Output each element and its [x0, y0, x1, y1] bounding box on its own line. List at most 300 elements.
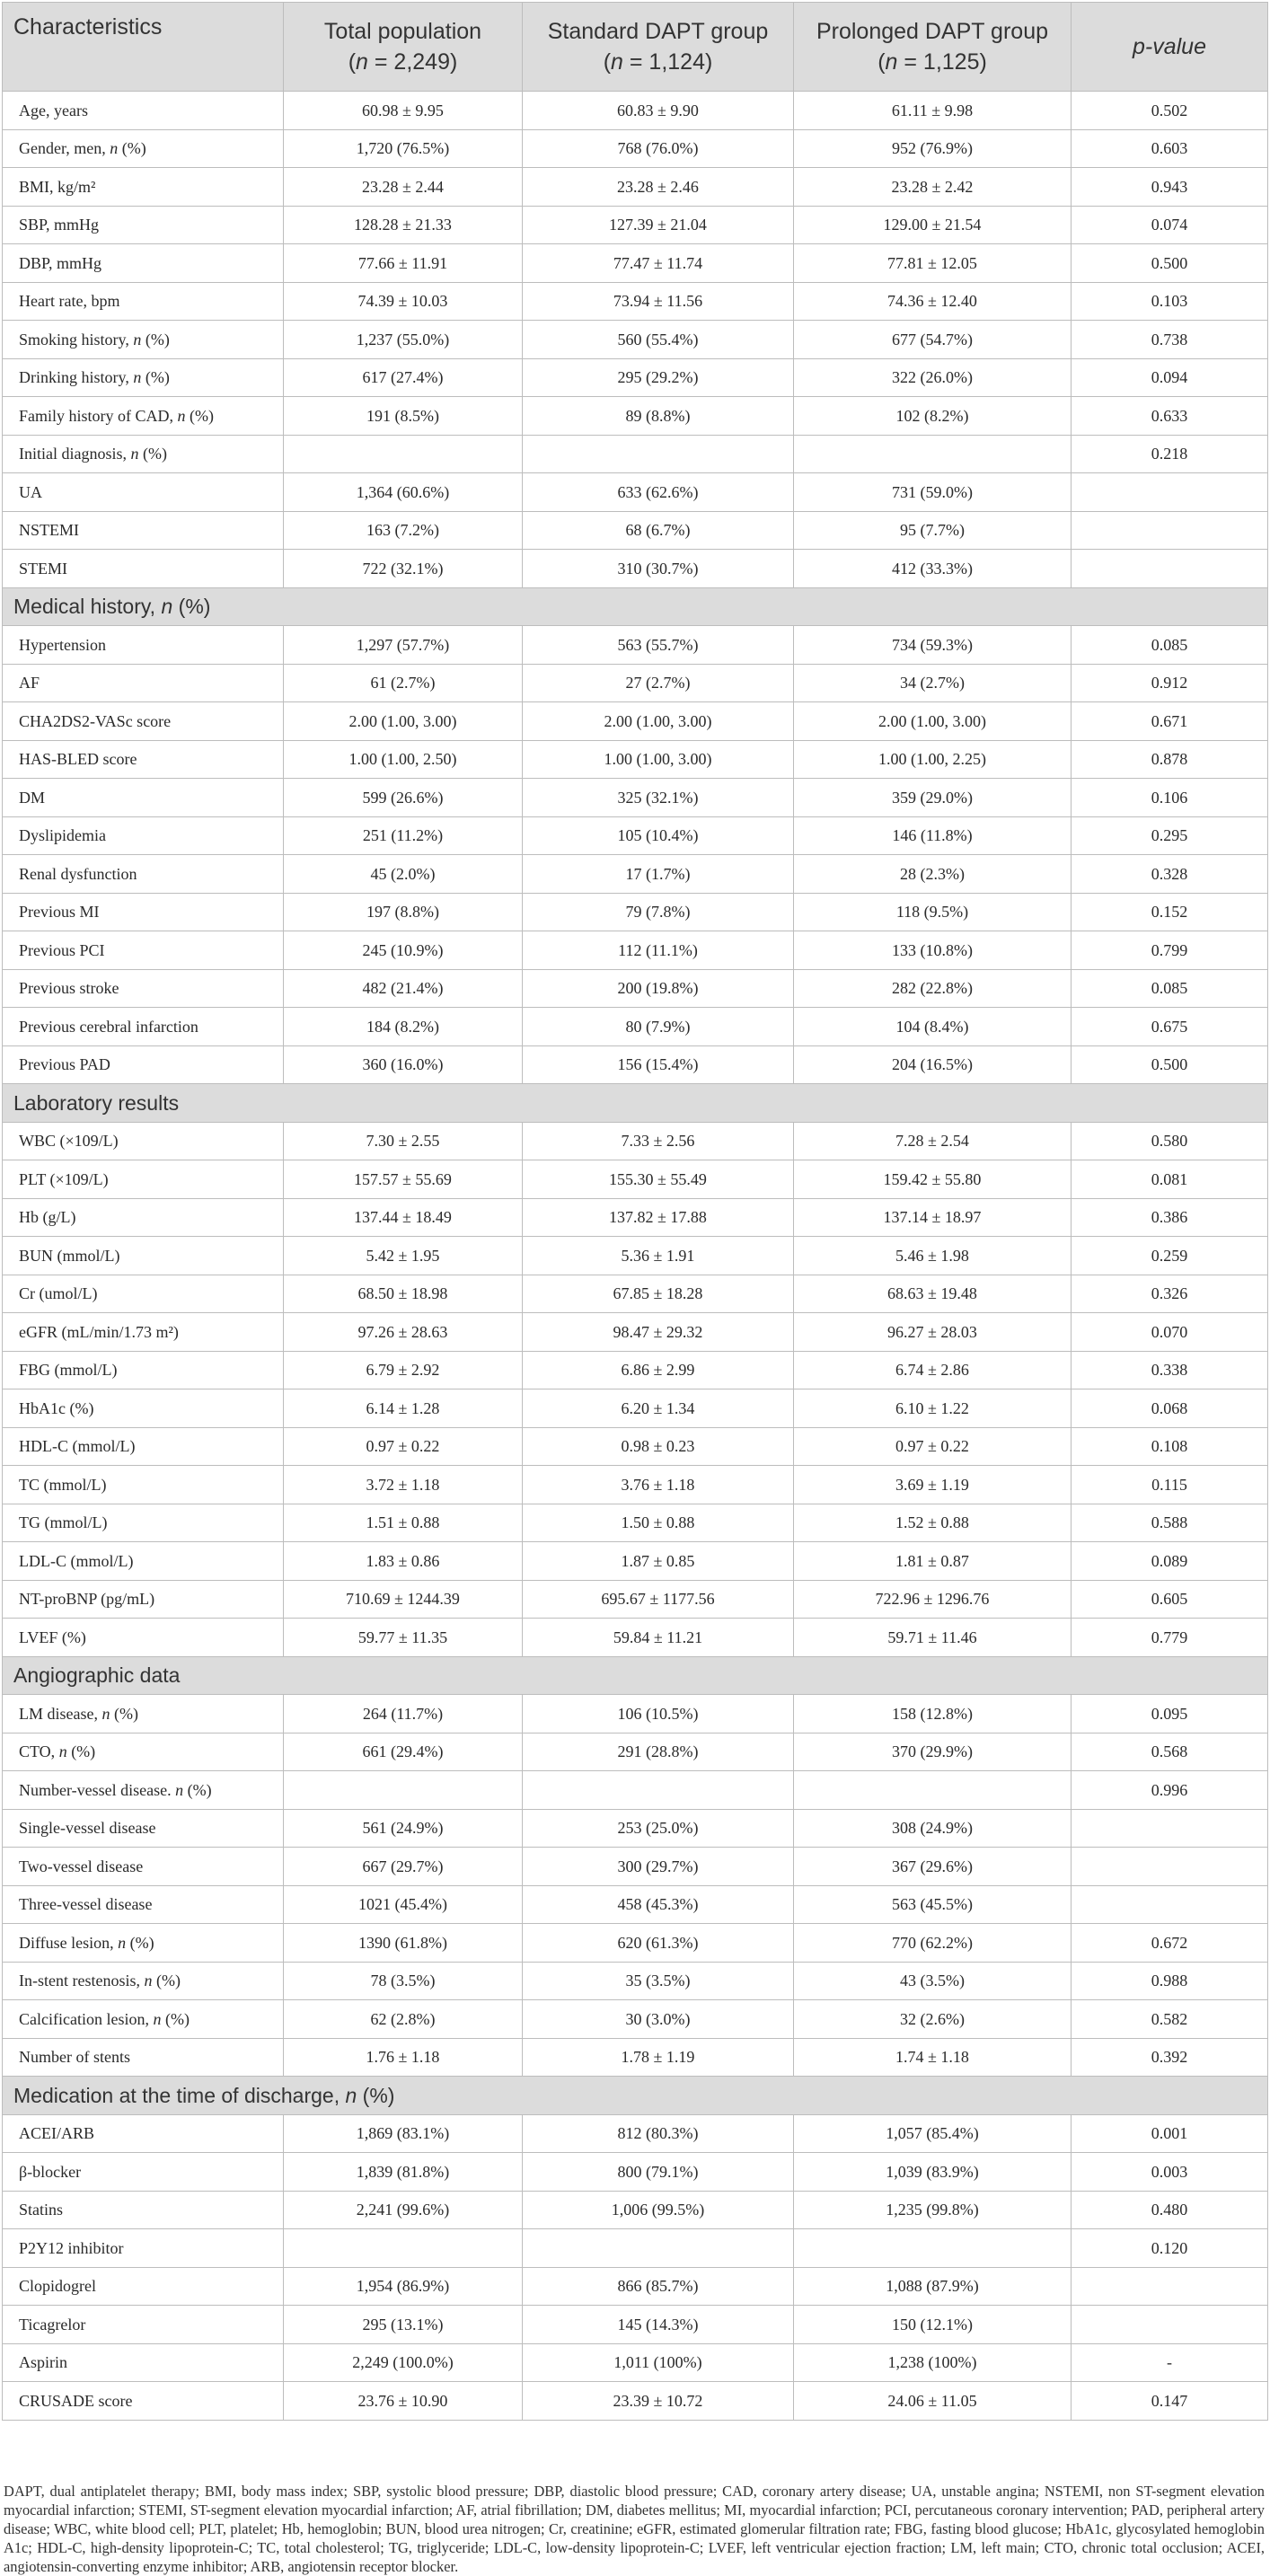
cell-p-value: [1072, 1885, 1268, 1924]
table-row: [3, 321, 1268, 359]
cell-prolonged: 104 (8.4%): [794, 1008, 1072, 1046]
cell-prolonged: 6.74 ± 2.86: [794, 1351, 1072, 1389]
cell-p-value: 0.070: [1072, 1313, 1268, 1352]
table-row: [3, 1924, 1268, 1963]
cell-standard: 291 (28.8%): [523, 1733, 794, 1771]
cell-standard: 35 (3.5%): [523, 1962, 794, 2000]
cell-standard: 295 (29.2%): [523, 358, 794, 397]
cell-prolonged: 722.96 ± 1296.76: [794, 1580, 1072, 1619]
table-row: [3, 626, 1268, 665]
cell-prolonged: 308 (24.9%): [794, 1809, 1072, 1848]
cell-total: 3.72 ± 1.18: [284, 1466, 523, 1504]
cell-prolonged: 23.28 ± 2.42: [794, 168, 1072, 207]
cell-total: 1.51 ± 0.88: [284, 1504, 523, 1542]
section-title: Medication at the time of discharge, n (%): [3, 2077, 1268, 2115]
cell-total: 482 (21.4%): [284, 969, 523, 1008]
cell-standard: 98.47 ± 29.32: [523, 1313, 794, 1352]
cell-prolonged: 102 (8.2%): [794, 397, 1072, 436]
cell-prolonged: 5.46 ± 1.98: [794, 1237, 1072, 1275]
cell-standard: 7.33 ± 2.56: [523, 1122, 794, 1160]
cell-total: 7.30 ± 2.55: [284, 1122, 523, 1160]
cell-p-value: 0.074: [1072, 206, 1268, 244]
cell-p-value: 0.106: [1072, 779, 1268, 817]
row-label: TC (mmol/L): [3, 1466, 284, 1504]
table-row: [3, 92, 1268, 130]
cell-total: 1,954 (86.9%): [284, 2267, 523, 2306]
cell-total: 74.39 ± 10.03: [284, 282, 523, 321]
cell-total: 599 (26.6%): [284, 779, 523, 817]
cell-p-value: 0.605: [1072, 1580, 1268, 1619]
table-row: [3, 1733, 1268, 1771]
cell-p-value: 0.671: [1072, 702, 1268, 741]
cell-standard: 695.67 ± 1177.56: [523, 1580, 794, 1619]
row-label: Heart rate, bpm: [3, 282, 284, 321]
cell-p-value: 0.568: [1072, 1733, 1268, 1771]
header-standard-n: (n = 1,124): [603, 49, 713, 75]
cell-p-value: 0.095: [1072, 1695, 1268, 1734]
cell-total: 2.00 (1.00, 3.00): [284, 702, 523, 741]
cell-total: 77.66 ± 11.91: [284, 244, 523, 283]
row-label: LDL-C (mmol/L): [3, 1542, 284, 1581]
cell-total: 661 (29.4%): [284, 1733, 523, 1771]
row-label: Smoking history, n (%): [3, 321, 284, 359]
row-label: FBG (mmol/L): [3, 1351, 284, 1389]
table-row: [3, 358, 1268, 397]
cell-total: 184 (8.2%): [284, 1008, 523, 1046]
header-characteristics: Characteristics: [3, 3, 284, 92]
cell-prolonged: 1.74 ± 1.18: [794, 2038, 1072, 2077]
cell-standard: 1,006 (99.5%): [523, 2191, 794, 2229]
row-label: WBC (×109/L): [3, 1122, 284, 1160]
table-row: [3, 931, 1268, 970]
cell-total: 1,839 (81.8%): [284, 2153, 523, 2192]
cell-p-value: 0.582: [1072, 2000, 1268, 2039]
cell-prolonged: 129.00 ± 21.54: [794, 206, 1072, 244]
table-row: [3, 2114, 1268, 2153]
cell-total: 1.00 (1.00, 2.50): [284, 740, 523, 779]
cell-prolonged: 7.28 ± 2.54: [794, 1122, 1072, 1160]
cell-total: 60.98 ± 9.95: [284, 92, 523, 130]
cell-prolonged: 2.00 (1.00, 3.00): [794, 702, 1072, 741]
table-row: [3, 550, 1268, 588]
row-label: Previous stroke: [3, 969, 284, 1008]
cell-total: 245 (10.9%): [284, 931, 523, 970]
cell-standard: 200 (19.8%): [523, 969, 794, 1008]
row-label: Previous MI: [3, 893, 284, 931]
row-label: P2Y12 inhibitor: [3, 2229, 284, 2268]
row-label: In-stent restenosis, n (%): [3, 1962, 284, 2000]
cell-total: 128.28 ± 21.33: [284, 206, 523, 244]
row-label: Age, years: [3, 92, 284, 130]
section-header-row: [3, 587, 1268, 626]
table-row: [3, 1160, 1268, 1199]
table-row: [3, 1848, 1268, 1886]
cell-p-value: 0.295: [1072, 816, 1268, 855]
header-prolonged-n: (n = 1,125): [878, 49, 987, 75]
row-label: LVEF (%): [3, 1619, 284, 1657]
cell-standard: 30 (3.0%): [523, 2000, 794, 2039]
row-label: HbA1c (%): [3, 1389, 284, 1428]
table-footnote: DAPT, dual antiplatelet therapy; BMI, body mass index; SBP, systolic blood pressure; DBP, diastolic blood pressure; CAD, coronary artery disease; UA, unstable angina; NSTEMI, non ST-segment elevation myocardial infarction; STEMI, ST-segment elevation myocardial infarction; AF, atrial fibrillation; DM, diabetes mellitus; MI, myocardial infarction; PCI, percutaneous coronary intervention; PAD, peripheral artery disease; WBC, white blood cell; PLT, platelet; Hb, hemoglobin; BUN, blood urea nitrogen; Cr, creatinine; eGFR, estimated glomerular filtration rate; FBG, fasting blood glucose; HbA1c, glycosylated hemoglobin A1c; HDL-C, high-density lipoprotein-C; TC, total cholesterol; TG, triglyceride; LDL-C, low-density lipoprotein-C; LVEF, left ventricular ejection fraction; LM, left main; CTO, chronic total occlusion; ACEI, angiotensin-converting enzyme inhibitor; ARB, angiotensin receptor blocker.: [4, 2483, 1265, 2575]
cell-total: [284, 435, 523, 473]
row-label: Single-vessel disease: [3, 1809, 284, 1848]
cell-prolonged: 734 (59.3%): [794, 626, 1072, 665]
row-label: UA: [3, 473, 284, 512]
row-label: NT-proBNP (pg/mL): [3, 1580, 284, 1619]
header-prolonged-label: Prolonged DAPT group: [816, 19, 1049, 44]
row-label: Number of stents: [3, 2038, 284, 2077]
cell-p-value: 0.103: [1072, 282, 1268, 321]
header-standard-label: Standard DAPT group: [547, 19, 769, 44]
cell-p-value: 0.738: [1072, 321, 1268, 359]
cell-p-value: 0.878: [1072, 740, 1268, 779]
cell-p-value: 0.085: [1072, 626, 1268, 665]
cell-standard: 27 (2.7%): [523, 664, 794, 702]
cell-prolonged: [794, 2229, 1072, 2268]
cell-p-value: 0.068: [1072, 1389, 1268, 1428]
cell-p-value: 0.588: [1072, 1504, 1268, 1542]
section-title: Laboratory results: [3, 1084, 1268, 1123]
cell-p-value: 0.580: [1072, 1122, 1268, 1160]
table-row: [3, 702, 1268, 741]
cell-standard: 89 (8.8%): [523, 397, 794, 436]
row-label: CTO, n (%): [3, 1733, 284, 1771]
table-row: [3, 129, 1268, 168]
cell-standard: 145 (14.3%): [523, 2306, 794, 2344]
cell-standard: 800 (79.1%): [523, 2153, 794, 2192]
cell-total: 617 (27.4%): [284, 358, 523, 397]
cell-standard: 137.82 ± 17.88: [523, 1198, 794, 1237]
cell-p-value: 0.218: [1072, 435, 1268, 473]
table-row: [3, 2267, 1268, 2306]
row-label: NSTEMI: [3, 511, 284, 550]
cell-standard: 325 (32.1%): [523, 779, 794, 817]
cell-total: 137.44 ± 18.49: [284, 1198, 523, 1237]
table-row: [3, 740, 1268, 779]
cell-prolonged: 6.10 ± 1.22: [794, 1389, 1072, 1428]
table-row: [3, 2000, 1268, 2039]
header-total-label: Total population: [323, 19, 482, 44]
cell-p-value: 0.089: [1072, 1542, 1268, 1581]
cell-p-value: 0.672: [1072, 1924, 1268, 1963]
row-label: STEMI: [3, 550, 284, 588]
row-label: Two-vessel disease: [3, 1848, 284, 1886]
table-row: [3, 168, 1268, 207]
cell-p-value: [1072, 2267, 1268, 2306]
cell-prolonged: [794, 1771, 1072, 1810]
cell-prolonged: 159.42 ± 55.80: [794, 1160, 1072, 1199]
cell-standard: 68 (6.7%): [523, 511, 794, 550]
cell-total: 1,297 (57.7%): [284, 626, 523, 665]
table-row: [3, 473, 1268, 512]
row-label: Diffuse lesion, n (%): [3, 1924, 284, 1963]
cell-prolonged: 118 (9.5%): [794, 893, 1072, 931]
table-header: [3, 3, 1268, 92]
cell-standard: 5.36 ± 1.91: [523, 1237, 794, 1275]
cell-prolonged: 43 (3.5%): [794, 1962, 1072, 2000]
row-label: Renal dysfunction: [3, 855, 284, 894]
row-label: DM: [3, 779, 284, 817]
cell-prolonged: 146 (11.8%): [794, 816, 1072, 855]
table-row: [3, 2038, 1268, 2077]
cell-standard: 620 (61.3%): [523, 1924, 794, 1963]
table-row: [3, 816, 1268, 855]
cell-total: 23.28 ± 2.44: [284, 168, 523, 207]
cell-standard: 253 (25.0%): [523, 1809, 794, 1848]
cell-standard: 80 (7.9%): [523, 1008, 794, 1046]
cell-p-value: 0.988: [1072, 1962, 1268, 2000]
section-header-row: [3, 1084, 1268, 1123]
cell-total: 6.14 ± 1.28: [284, 1389, 523, 1428]
row-label: Clopidogrel: [3, 2267, 284, 2306]
cell-standard: [523, 2229, 794, 2268]
cell-standard: 17 (1.7%): [523, 855, 794, 894]
cell-prolonged: 282 (22.8%): [794, 969, 1072, 1008]
row-label: Family history of CAD, n (%): [3, 397, 284, 436]
cell-total: 667 (29.7%): [284, 1848, 523, 1886]
cell-total: 2,241 (99.6%): [284, 2191, 523, 2229]
cell-p-value: 0.386: [1072, 1198, 1268, 1237]
cell-standard: 6.86 ± 2.99: [523, 1351, 794, 1389]
table-row: [3, 1809, 1268, 1848]
cell-prolonged: 95 (7.7%): [794, 511, 1072, 550]
cell-standard: 127.39 ± 21.04: [523, 206, 794, 244]
table-row: [3, 1313, 1268, 1352]
cell-p-value: 0.392: [1072, 2038, 1268, 2077]
table-body: [3, 92, 1268, 2421]
table-row: [3, 2229, 1268, 2268]
cell-standard: 300 (29.7%): [523, 1848, 794, 1886]
cell-p-value: 0.115: [1072, 1466, 1268, 1504]
table-row: [3, 1389, 1268, 1428]
cell-standard: 23.28 ± 2.46: [523, 168, 794, 207]
cell-standard: 1.78 ± 1.19: [523, 2038, 794, 2077]
cell-total: 2,249 (100.0%): [284, 2343, 523, 2382]
cell-prolonged: 204 (16.5%): [794, 1045, 1072, 1084]
table-row: [3, 1237, 1268, 1275]
cell-prolonged: 3.69 ± 1.19: [794, 1466, 1072, 1504]
cell-p-value: -: [1072, 2343, 1268, 2382]
row-label: PLT (×109/L): [3, 1160, 284, 1199]
cell-total: 157.57 ± 55.69: [284, 1160, 523, 1199]
row-label: BUN (mmol/L): [3, 1237, 284, 1275]
cell-standard: [523, 1771, 794, 1810]
cell-standard: 310 (30.7%): [523, 550, 794, 588]
header-prolonged-dapt: [794, 3, 1072, 92]
cell-prolonged: 1,057 (85.4%): [794, 2114, 1072, 2153]
header-p-value: [1072, 3, 1268, 92]
cell-p-value: 0.259: [1072, 1237, 1268, 1275]
cell-p-value: 0.996: [1072, 1771, 1268, 1810]
cell-prolonged: 367 (29.6%): [794, 1848, 1072, 1886]
cell-prolonged: 1.00 (1.00, 2.25): [794, 740, 1072, 779]
table-row: [3, 1045, 1268, 1084]
cell-total: 23.76 ± 10.90: [284, 2382, 523, 2421]
cell-p-value: 0.147: [1072, 2382, 1268, 2421]
cell-prolonged: 563 (45.5%): [794, 1885, 1072, 1924]
row-label: Ticagrelor: [3, 2306, 284, 2344]
cell-standard: 560 (55.4%): [523, 321, 794, 359]
cell-prolonged: [794, 435, 1072, 473]
cell-standard: 768 (76.0%): [523, 129, 794, 168]
section-title: Angiographic data: [3, 1656, 1268, 1695]
cell-prolonged: 28 (2.3%): [794, 855, 1072, 894]
cell-total: 59.77 ± 11.35: [284, 1619, 523, 1657]
cell-prolonged: 61.11 ± 9.98: [794, 92, 1072, 130]
cell-total: 163 (7.2%): [284, 511, 523, 550]
row-label: ACEI/ARB: [3, 2114, 284, 2153]
table-row: [3, 1122, 1268, 1160]
cell-prolonged: 1,238 (100%): [794, 2343, 1072, 2382]
cell-standard: 1.00 (1.00, 3.00): [523, 740, 794, 779]
header-standard-dapt: [523, 3, 794, 92]
cell-total: [284, 2229, 523, 2268]
table-row: [3, 1695, 1268, 1734]
cell-standard: 0.98 ± 0.23: [523, 1427, 794, 1466]
cell-standard: 106 (10.5%): [523, 1695, 794, 1734]
cell-total: 1,869 (83.1%): [284, 2114, 523, 2153]
table-row: [3, 244, 1268, 283]
row-label: Hb (g/L): [3, 1198, 284, 1237]
table-row: [3, 435, 1268, 473]
cell-standard: 59.84 ± 11.21: [523, 1619, 794, 1657]
row-label: Dyslipidemia: [3, 816, 284, 855]
cell-prolonged: 32 (2.6%): [794, 2000, 1072, 2039]
table-row: [3, 2382, 1268, 2421]
table-row: [3, 1580, 1268, 1619]
cell-total: 295 (13.1%): [284, 2306, 523, 2344]
header-total-n: (n = 2,249): [348, 49, 458, 75]
cell-standard: 6.20 ± 1.34: [523, 1389, 794, 1428]
table-row: [3, 969, 1268, 1008]
cell-standard: 67.85 ± 18.28: [523, 1275, 794, 1313]
cell-total: 0.97 ± 0.22: [284, 1427, 523, 1466]
cell-total: 264 (11.7%): [284, 1695, 523, 1734]
cell-prolonged: 677 (54.7%): [794, 321, 1072, 359]
cell-prolonged: 68.63 ± 19.48: [794, 1275, 1072, 1313]
cell-total: 1,237 (55.0%): [284, 321, 523, 359]
cell-standard: [523, 435, 794, 473]
row-label: Cr (umol/L): [3, 1275, 284, 1313]
row-label: TG (mmol/L): [3, 1504, 284, 1542]
cell-prolonged: 1,088 (87.9%): [794, 2267, 1072, 2306]
cell-total: 97.26 ± 28.63: [284, 1313, 523, 1352]
cell-standard: 77.47 ± 11.74: [523, 244, 794, 283]
row-label: CHA2DS2-VASc score: [3, 702, 284, 741]
cell-p-value: [1072, 511, 1268, 550]
cell-total: [284, 1771, 523, 1810]
cell-standard: 2.00 (1.00, 3.00): [523, 702, 794, 741]
cell-standard: 1,011 (100%): [523, 2343, 794, 2382]
section-header-row: [3, 2077, 1268, 2115]
table-row: [3, 2343, 1268, 2382]
cell-total: 62 (2.8%): [284, 2000, 523, 2039]
cell-prolonged: 952 (76.9%): [794, 129, 1072, 168]
cell-prolonged: 59.71 ± 11.46: [794, 1619, 1072, 1657]
row-label: Calcification lesion, n (%): [3, 2000, 284, 2039]
cell-p-value: 0.120: [1072, 2229, 1268, 2268]
table-row: [3, 1427, 1268, 1466]
cell-standard: 112 (11.1%): [523, 931, 794, 970]
row-label: BMI, kg/m²: [3, 168, 284, 207]
cell-prolonged: 24.06 ± 11.05: [794, 2382, 1072, 2421]
cell-p-value: [1072, 1848, 1268, 1886]
row-label: HDL-C (mmol/L): [3, 1427, 284, 1466]
cell-p-value: 0.603: [1072, 129, 1268, 168]
row-label: AF: [3, 664, 284, 702]
table-row: [3, 1542, 1268, 1581]
cell-prolonged: 1,235 (99.8%): [794, 2191, 1072, 2229]
row-label: Hypertension: [3, 626, 284, 665]
cell-total: 722 (32.1%): [284, 550, 523, 588]
row-label: Initial diagnosis, n (%): [3, 435, 284, 473]
cell-total: 1.76 ± 1.18: [284, 2038, 523, 2077]
row-label: Gender, men, n (%): [3, 129, 284, 168]
cell-prolonged: 1.52 ± 0.88: [794, 1504, 1072, 1542]
cell-standard: 23.39 ± 10.72: [523, 2382, 794, 2421]
table-row: [3, 1275, 1268, 1313]
cell-prolonged: 370 (29.9%): [794, 1733, 1072, 1771]
cell-standard: 60.83 ± 9.90: [523, 92, 794, 130]
cell-p-value: 0.633: [1072, 397, 1268, 436]
cell-standard: 563 (55.7%): [523, 626, 794, 665]
row-label: LM disease, n (%): [3, 1695, 284, 1734]
cell-prolonged: 150 (12.1%): [794, 2306, 1072, 2344]
row-label: β-blocker: [3, 2153, 284, 2192]
cell-p-value: 0.338: [1072, 1351, 1268, 1389]
cell-prolonged: 0.97 ± 0.22: [794, 1427, 1072, 1466]
row-label: Aspirin: [3, 2343, 284, 2382]
cell-prolonged: 133 (10.8%): [794, 931, 1072, 970]
cell-standard: 633 (62.6%): [523, 473, 794, 512]
cell-prolonged: 1,039 (83.9%): [794, 2153, 1072, 2192]
baseline-characteristics-table: [2, 2, 1268, 2421]
table-row: [3, 2306, 1268, 2344]
cell-total: 197 (8.8%): [284, 893, 523, 931]
table-row: [3, 1504, 1268, 1542]
cell-prolonged: 77.81 ± 12.05: [794, 244, 1072, 283]
cell-prolonged: 412 (33.3%): [794, 550, 1072, 588]
cell-prolonged: 74.36 ± 12.40: [794, 282, 1072, 321]
cell-p-value: 0.500: [1072, 244, 1268, 283]
cell-total: 710.69 ± 1244.39: [284, 1580, 523, 1619]
row-label: CRUSADE score: [3, 2382, 284, 2421]
row-label: HAS-BLED score: [3, 740, 284, 779]
row-label: Statins: [3, 2191, 284, 2229]
table-row: [3, 1351, 1268, 1389]
table-row: [3, 511, 1268, 550]
cell-total: 1,720 (76.5%): [284, 129, 523, 168]
cell-prolonged: 322 (26.0%): [794, 358, 1072, 397]
cell-standard: 458 (45.3%): [523, 1885, 794, 1924]
cell-p-value: [1072, 2306, 1268, 2344]
section-title: Medical history, n (%): [3, 587, 1268, 626]
cell-p-value: 0.799: [1072, 931, 1268, 970]
cell-p-value: 0.480: [1072, 2191, 1268, 2229]
cell-total: 360 (16.0%): [284, 1045, 523, 1084]
cell-p-value: [1072, 473, 1268, 512]
cell-standard: 73.94 ± 11.56: [523, 282, 794, 321]
cell-p-value: 0.108: [1072, 1427, 1268, 1466]
table-row: [3, 1198, 1268, 1237]
table-row: [3, 282, 1268, 321]
row-label: Three-vessel disease: [3, 1885, 284, 1924]
section-header-row: [3, 1656, 1268, 1695]
cell-p-value: 0.094: [1072, 358, 1268, 397]
cell-prolonged: 34 (2.7%): [794, 664, 1072, 702]
cell-total: 5.42 ± 1.95: [284, 1237, 523, 1275]
cell-p-value: 0.328: [1072, 855, 1268, 894]
